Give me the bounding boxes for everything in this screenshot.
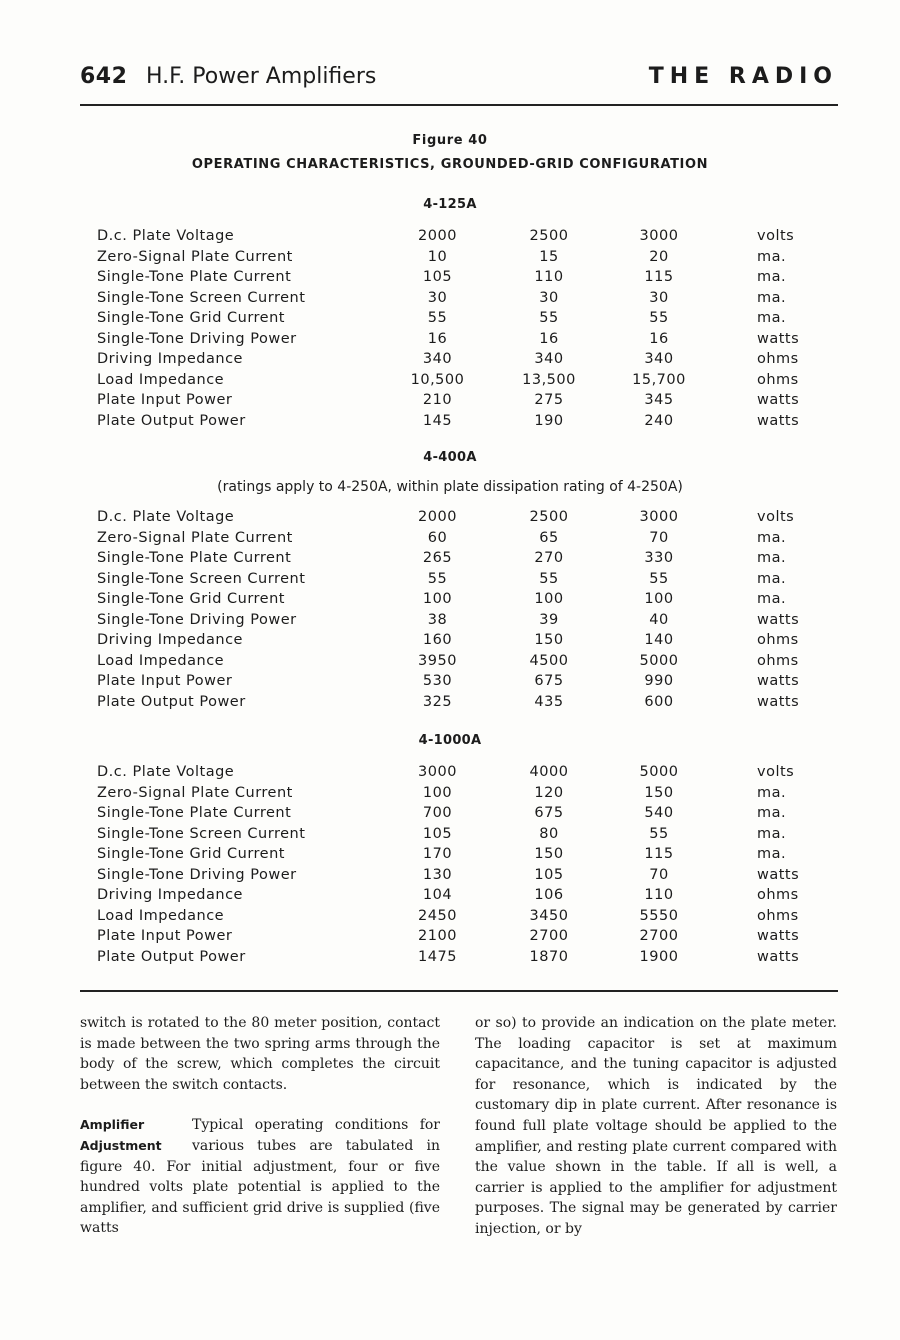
unit-cell: ma. [757,310,787,326]
value-cell: 120 [534,784,564,801]
table-row [0,885,900,906]
table-row [0,803,900,824]
row-label: Plate Input Power [97,392,233,408]
unit-cell: ohms [757,632,799,648]
running-title: H.F. Power Amplifiers [146,64,377,89]
unit-cell: volts [757,228,795,244]
row-label: Plate Output Power [97,693,246,710]
value-cell: 104 [422,887,453,903]
row-label: Zero-Signal Plate Current [97,529,293,546]
row-label: Single-Tone Plate Current [97,550,292,566]
unit-cell: watts [757,330,800,347]
value-cell: 55 [649,825,669,842]
unit-cell: ma. [757,846,787,862]
unit-cell: ma. [757,805,787,821]
value-cell: 140 [644,632,674,648]
value-cell: 600 [644,693,674,710]
tube-title: 4-400A [423,450,477,465]
row-label: D.c. Plate Voltage [97,228,235,244]
value-cell: 340 [534,351,564,367]
unit-cell: ohms [757,652,799,669]
unit-cell: ma. [757,591,787,607]
value-cell: 2000 [418,509,457,525]
table-row [0,630,900,651]
figure-label: Figure 40 [412,133,488,148]
value-cell: 275 [534,392,564,408]
value-cell: 60 [427,529,448,546]
table-row [0,528,900,549]
row-label: Single-Tone Driving Power [97,866,297,883]
table-row [0,651,900,672]
unit-cell: ma. [757,248,787,265]
value-cell: 130 [422,866,453,883]
value-cell: 700 [422,805,453,821]
row-label: Load Impedance [97,907,225,924]
unit-cell: ohms [757,351,799,367]
value-cell: 145 [422,412,453,429]
value-cell: 55 [539,570,559,587]
table-row [0,329,900,350]
page-header [80,64,838,104]
value-cell: 170 [422,846,453,862]
value-cell: 55 [539,310,559,326]
value-cell: 160 [422,632,453,648]
row-label: Load Impedance [97,652,225,669]
unit-cell: watts [757,673,800,689]
value-cell: 105 [422,269,453,285]
value-cell: 150 [644,784,674,801]
table-row [0,865,900,886]
body-paragraph: or so) to provide an indication on the plate meter. The loading capacitor is set at maximum capacitance, and the tuning capacitor is adjusted for resonance, which is indicated by the customary dip in plate current. After resonance is found full plate voltage should be applied to the amplifier, and resting plate current compared with the value shown in the table. If all is well, a carrier is applied to the amplifier for adjustment purposes. The signal may be generated by carrier injection, or by [475,1015,837,1237]
table-row [0,390,900,411]
value-cell: 4000 [529,764,569,780]
tube-title: 4-125A [423,197,477,212]
value-cell: 55 [649,570,669,587]
body-column-right [475,1013,837,1240]
unit-cell: watts [757,693,800,710]
value-cell: 2700 [639,928,679,944]
row-label: Single-Tone Driving Power [97,330,297,347]
tube-note: (ratings apply to 4-250A, within plate dissipation rating of 4-250A) [217,479,683,495]
value-cell: 240 [644,412,674,429]
value-cell: 55 [427,310,448,326]
value-cell: 5550 [639,907,679,924]
table-row [0,589,900,610]
body-paragraph: Typical operating conditions for various tubes are tabulated in figure 40. For initial adjustment, four or five hundred volts plate potential is applied to the amplifier, and sufficient grid drive is supplied (five watts [80,1117,440,1237]
value-cell: 30 [539,289,559,306]
value-cell: 110 [534,269,564,285]
unit-cell: watts [757,611,800,628]
unit-cell: volts [757,509,795,525]
value-cell: 70 [649,529,669,546]
row-label: Zero-Signal Plate Current [97,248,293,265]
value-cell: 2000 [418,228,457,244]
table-row [0,692,900,713]
value-cell: 80 [539,825,559,842]
sidehead-line: Amplifier [80,1117,145,1133]
value-cell: 115 [644,846,674,862]
table-row [0,288,900,309]
body-column-left [80,1013,440,1239]
value-cell: 55 [427,570,448,587]
value-cell: 115 [644,269,674,285]
value-cell: 2450 [418,907,457,924]
row-label: Driving Impedance [97,351,243,367]
value-cell: 3000 [639,509,679,525]
value-cell: 1870 [529,948,569,965]
unit-cell: volts [757,764,795,780]
unit-cell: ohms [757,371,799,388]
table-row [0,349,900,370]
value-cell: 340 [422,351,453,367]
value-cell: 675 [534,805,564,821]
value-cell: 270 [534,550,564,566]
row-label: Plate Input Power [97,928,233,944]
value-cell: 340 [644,351,674,367]
value-cell: 30 [427,289,448,306]
value-cell: 2100 [418,928,457,944]
value-cell: 65 [539,529,559,546]
unit-cell: watts [757,928,800,944]
value-cell: 16 [427,330,448,347]
value-cell: 1475 [418,948,457,965]
value-cell: 345 [644,392,674,408]
row-label: Driving Impedance [97,632,243,648]
value-cell: 20 [649,248,669,265]
value-cell: 100 [534,591,564,607]
value-cell: 2500 [529,228,569,244]
row-label: Driving Impedance [97,887,243,903]
table-row [0,308,900,329]
table-row [0,844,900,865]
table-row [0,247,900,268]
value-cell: 5000 [639,652,679,669]
value-cell: 40 [649,611,669,628]
table-row [0,370,900,391]
book-title: THE RADIO [648,64,838,89]
value-cell: 30 [649,289,669,306]
value-cell: 530 [422,673,453,689]
value-cell: 5000 [639,764,679,780]
sidehead-line: Adjustment [80,1137,162,1153]
table-row [0,671,900,692]
table-row [0,267,900,288]
row-label: Single-Tone Screen Current [97,570,306,587]
table-row [0,507,900,528]
value-cell: 210 [422,392,453,408]
value-cell: 100 [422,784,453,801]
table-row [0,411,900,432]
value-cell: 540 [644,805,674,821]
value-cell: 150 [534,632,564,648]
value-cell: 15,700 [632,371,686,388]
unit-cell: ohms [757,887,799,903]
value-cell: 990 [644,673,674,689]
section-sidehead [80,1115,192,1156]
table-row [0,569,900,590]
value-cell: 3950 [418,652,457,669]
row-label: Single-Tone Driving Power [97,611,297,628]
value-cell: 4500 [529,652,569,669]
value-cell: 13,500 [522,371,576,388]
value-cell: 15 [539,248,559,265]
table-row [0,824,900,845]
value-cell: 55 [649,310,669,326]
unit-cell: watts [757,412,800,429]
value-cell: 106 [534,887,564,903]
body-paragraph: switch is rotated to the 80 meter position, contact is made between the two spring arms through the body of the screw, which completes the circuit between the switch contacts. [80,1015,440,1093]
row-label: D.c. Plate Voltage [97,509,235,525]
value-cell: 70 [649,866,669,883]
value-cell: 16 [649,330,669,347]
value-cell: 265 [422,550,453,566]
value-cell: 16 [539,330,559,347]
tube-title: 4-1000A [418,733,482,748]
row-label: Plate Output Power [97,412,246,429]
value-cell: 150 [534,846,564,862]
unit-cell: watts [757,948,800,965]
row-label: Load Impedance [97,371,225,388]
value-cell: 3450 [529,907,569,924]
value-cell: 330 [644,550,674,566]
table-row [0,226,900,247]
unit-cell: ma. [757,784,787,801]
table-row [0,762,900,783]
unit-cell: ma. [757,570,787,587]
unit-cell: ma. [757,269,787,285]
figure-title: OPERATING CHARACTERISTICS, GROUNDED-GRID CONFIGURATION [191,157,709,172]
row-label: Single-Tone Screen Current [97,825,306,842]
unit-cell: watts [757,866,800,883]
figure-bottom-rule [80,990,838,992]
row-label: Single-Tone Grid Current [97,310,285,326]
value-cell: 100 [644,591,674,607]
row-label: Single-Tone Plate Current [97,269,292,285]
value-cell: 10 [427,248,448,265]
value-cell: 435 [534,693,564,710]
unit-cell: ohms [757,907,799,924]
value-cell: 3000 [639,228,679,244]
value-cell: 2700 [529,928,569,944]
table-row [0,926,900,947]
unit-cell: ma. [757,550,787,566]
row-label: Plate Output Power [97,948,246,965]
value-cell: 39 [539,611,559,628]
row-label: Zero-Signal Plate Current [97,784,293,801]
value-cell: 105 [422,825,453,842]
value-cell: 2500 [529,509,569,525]
value-cell: 110 [644,887,674,903]
table-row [0,783,900,804]
unit-cell: watts [757,392,800,408]
value-cell: 3000 [418,764,457,780]
page-number: 642 [80,64,128,89]
table-row [0,610,900,631]
value-cell: 190 [534,412,564,429]
header-rule [80,104,838,106]
section-amplifier-adjustment [80,1115,440,1239]
value-cell: 100 [422,591,453,607]
row-label: Single-Tone Grid Current [97,591,285,607]
value-cell: 1900 [639,948,679,965]
table-row [0,947,900,968]
unit-cell: ma. [757,825,787,842]
value-cell: 105 [534,866,564,883]
row-label: D.c. Plate Voltage [97,764,235,780]
row-label: Plate Input Power [97,673,233,689]
row-label: Single-Tone Screen Current [97,289,306,306]
row-label: Single-Tone Grid Current [97,846,285,862]
row-label: Single-Tone Plate Current [97,805,292,821]
value-cell: 38 [427,611,448,628]
unit-cell: ma. [757,529,787,546]
value-cell: 10,500 [410,371,465,388]
value-cell: 325 [422,693,453,710]
value-cell: 675 [534,673,564,689]
table-row [0,906,900,927]
unit-cell: ma. [757,289,787,306]
table-row [0,548,900,569]
